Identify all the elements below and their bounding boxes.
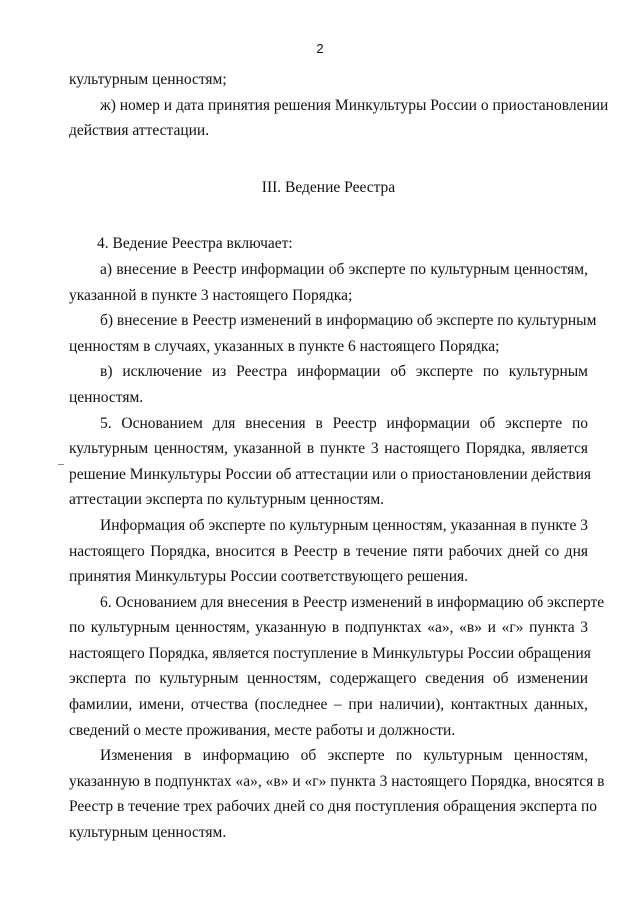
- text-line: эксперта по культурным ценностям, содержащего сведения об изменении: [69, 670, 588, 688]
- text-line: б) внесение в Реестр изменений в информацию об эксперте по культурным: [100, 312, 597, 330]
- text-line: культурным ценностям;: [69, 71, 227, 88]
- text-line: указанную в подпунктах «а», «в» и «г» пункта 3 настоящего Порядка, вносятся в: [69, 772, 605, 790]
- section-title: III. Ведение Реестра: [261, 178, 396, 196]
- paragraph-item-4v: [69, 359, 588, 410]
- text-line: в) исключение из Реестра информации об эксперте по культурным: [100, 363, 588, 381]
- text-line: а) внесение в Реестр информации об эксперте по культурным ценностям,: [100, 260, 588, 278]
- text-line: принятия Минкультуры России соответствующего решения.: [69, 568, 468, 586]
- text-line: настоящего Порядка, вносится в Реестр в течение пяти рабочих дней со дня: [69, 542, 588, 560]
- scan-mark: [58, 464, 64, 465]
- paragraph-item-6: [69, 590, 605, 744]
- text-line: Изменения в информацию об эксперте по культурным ценностям,: [100, 747, 588, 765]
- paragraph-6-changes: [69, 743, 605, 845]
- paragraph-item-4a: [69, 257, 588, 308]
- text-line: 4. Ведение Реестра включает:: [97, 235, 293, 253]
- page-number: 2: [316, 41, 324, 56]
- document-body: [69, 67, 609, 846]
- paragraph-item-zh: [69, 93, 609, 144]
- paragraph-continuation: [69, 67, 588, 93]
- text-line: 5. Основанием для внесения в Реестр информации об эксперте по: [100, 414, 588, 432]
- text-line: настоящего Порядка, является поступление в Минкультуры России обращения: [69, 644, 591, 662]
- text-line: Информация об эксперте по культурным ценностям, указанная в пункте 3: [100, 516, 588, 534]
- text-line: действия аттестации.: [69, 122, 210, 140]
- text-line: ж) номер и дата принятия решения Минкультуры России о приостановлении: [100, 96, 609, 114]
- paragraph-item-4b: [69, 308, 597, 359]
- text-line: культурным ценностям.: [69, 824, 227, 842]
- text-line: фамилии, имени, отчества (последнее – при наличии), контактных данных,: [69, 696, 588, 714]
- paragraph-item-4: [69, 231, 588, 257]
- text-line: ценностям в случаях, указанных в пункте 6 настоящего Порядка;: [69, 337, 500, 355]
- paragraph-item-5: [69, 411, 592, 513]
- text-line: культурным ценностям, указанной в пункте 3 настоящего Порядка, является: [69, 440, 588, 458]
- text-line: 6. Основанием для внесения в Реестр изменений в информацию об эксперте: [100, 593, 605, 611]
- text-line: аттестации эксперта по культурным ценностям.: [69, 491, 385, 509]
- text-line: сведений о месте проживания, месте работы и должности.: [69, 721, 456, 739]
- text-line: по культурным ценностям, указанную в подпунктах «а», «в» и «г» пункта 3: [69, 619, 588, 637]
- text-line: Реестр в течение трех рабочих дней со дня поступления обращения эксперта по: [69, 798, 597, 816]
- text-line: ценностям.: [69, 388, 144, 406]
- paragraph-5-info: [69, 513, 588, 590]
- text-line: решение Минкультуры России об аттестации или о приостановлении действия: [69, 465, 592, 483]
- text-line: указанной в пункте 3 настоящего Порядка;: [69, 286, 353, 304]
